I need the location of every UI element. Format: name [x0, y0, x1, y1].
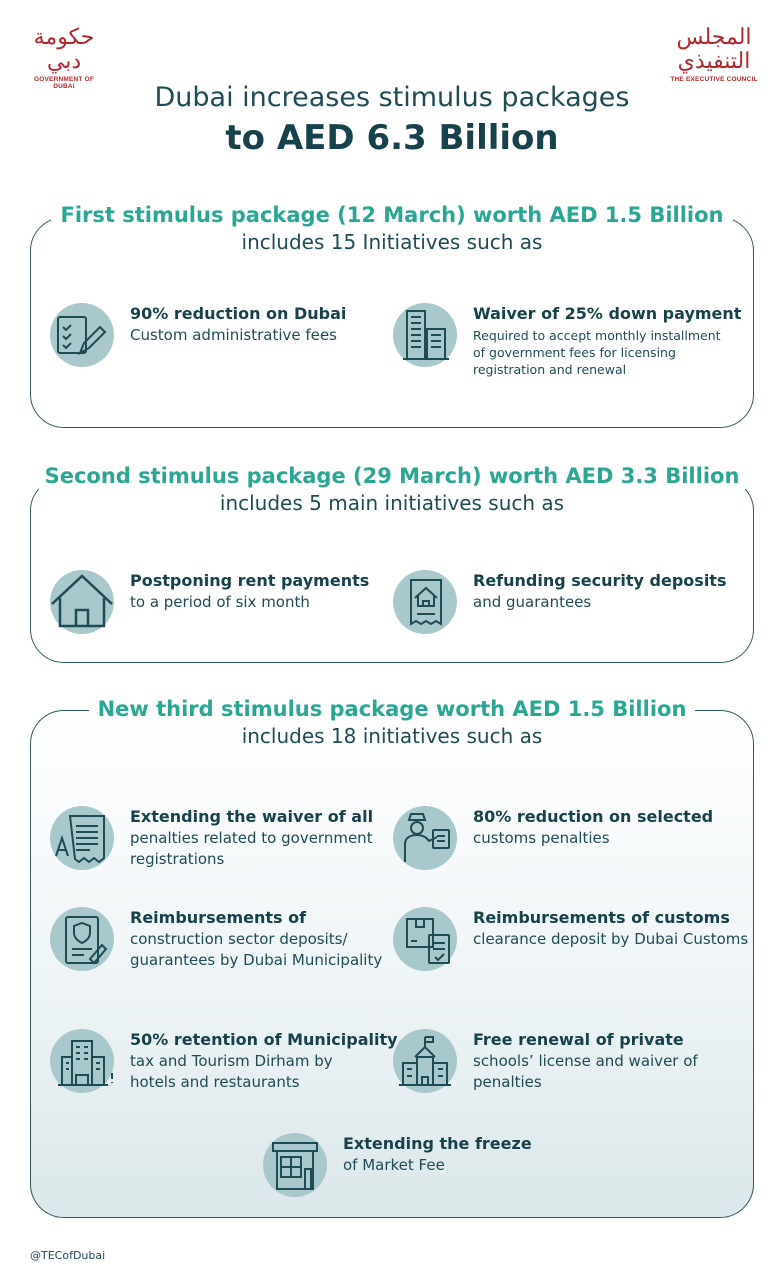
package-subtitle: includes 18 initiatives such as [241, 724, 543, 748]
package-title: Second stimulus package (29 March) worth AED 3.3 Billion [36, 463, 749, 489]
initiative-desc: of government fees for licensing [473, 345, 676, 360]
initiative-title: Postponing rent payments [130, 571, 370, 590]
initiative-title: Extending the waiver of all [130, 807, 374, 826]
initiative-title: Free renewal of private [473, 1030, 684, 1049]
customs-officer-icon [393, 806, 457, 870]
initiative-title: Reimbursements of customs [473, 908, 730, 927]
social-handle: @TECofDubai [30, 1249, 106, 1262]
logo-arabic-text: حكومة دبي [33, 25, 95, 74]
package-clipboard-icon [393, 907, 457, 971]
package-subtitle: includes 15 Initiatives such as [241, 230, 543, 254]
initiative-desc: hotels and restaurants [130, 1073, 300, 1091]
initiative-title: 90% reduction on Dubai [130, 304, 347, 323]
house-receipt-icon [393, 570, 457, 634]
initiative-desc: construction sector deposits/ [130, 930, 348, 948]
document-pen-icon [50, 303, 114, 367]
initiative-desc: penalties [473, 1073, 542, 1091]
package-title: New third stimulus package worth AED 1.5 Billion [89, 696, 696, 722]
initiative-title: 80% reduction on selected [473, 807, 714, 826]
initiative-desc: registrations [130, 850, 225, 868]
initiative-desc: of Market Fee [343, 1156, 445, 1174]
initiative-desc: schools’ license and waiver of [473, 1052, 698, 1070]
initiative-title: Extending the freeze [343, 1134, 532, 1153]
initiative-desc: Required to accept monthly installment [473, 328, 721, 343]
initiative-desc: tax and Tourism Dirham by [130, 1052, 333, 1070]
document-list-icon [50, 806, 114, 870]
initiative-desc: Custom administrative fees [130, 326, 337, 344]
buildings-icon [393, 303, 457, 367]
initiative-desc: customs penalties [473, 829, 610, 847]
package-subtitle: includes 5 main initiatives such as [219, 491, 565, 515]
page-title-line1: Dubai increases stimulus packages [154, 82, 630, 113]
initiative-title: Refunding security deposits [473, 571, 727, 590]
page-title-line2: to AED 6.3 Billion [225, 118, 559, 158]
initiative-desc: to a period of six month [130, 593, 310, 611]
school-icon [393, 1029, 457, 1093]
initiative-title: Reimbursements of [130, 908, 307, 927]
initiative-title: Waiver of 25% down payment [473, 304, 742, 323]
initiative-desc: and guarantees [473, 593, 592, 611]
logo-english-text: GOVERNMENT OF DUBAI [33, 76, 95, 90]
house-icon [50, 570, 114, 634]
executive-council-logo [664, 26, 764, 83]
government-of-dubai-logo [24, 26, 104, 90]
initiative-desc: clearance deposit by Dubai Customs [473, 930, 749, 948]
package-title: First stimulus package (12 March) worth AED 1.5 Billion [51, 202, 732, 228]
market-stall-icon [263, 1133, 327, 1197]
hotel-icon [50, 1029, 114, 1093]
logo-arabic-text: المجلس التنفيذي [676, 25, 752, 74]
initiative-desc: registration and renewal [473, 362, 627, 377]
initiative-desc: penalties related to government [130, 829, 373, 847]
logo-english-text: THE EXECUTIVE COUNCIL [670, 76, 758, 83]
initiative-desc: guarantees by Dubai Municipality [130, 951, 383, 969]
initiative-title: 50% retention of Municipality [130, 1030, 398, 1049]
shield-document-icon [50, 907, 114, 971]
